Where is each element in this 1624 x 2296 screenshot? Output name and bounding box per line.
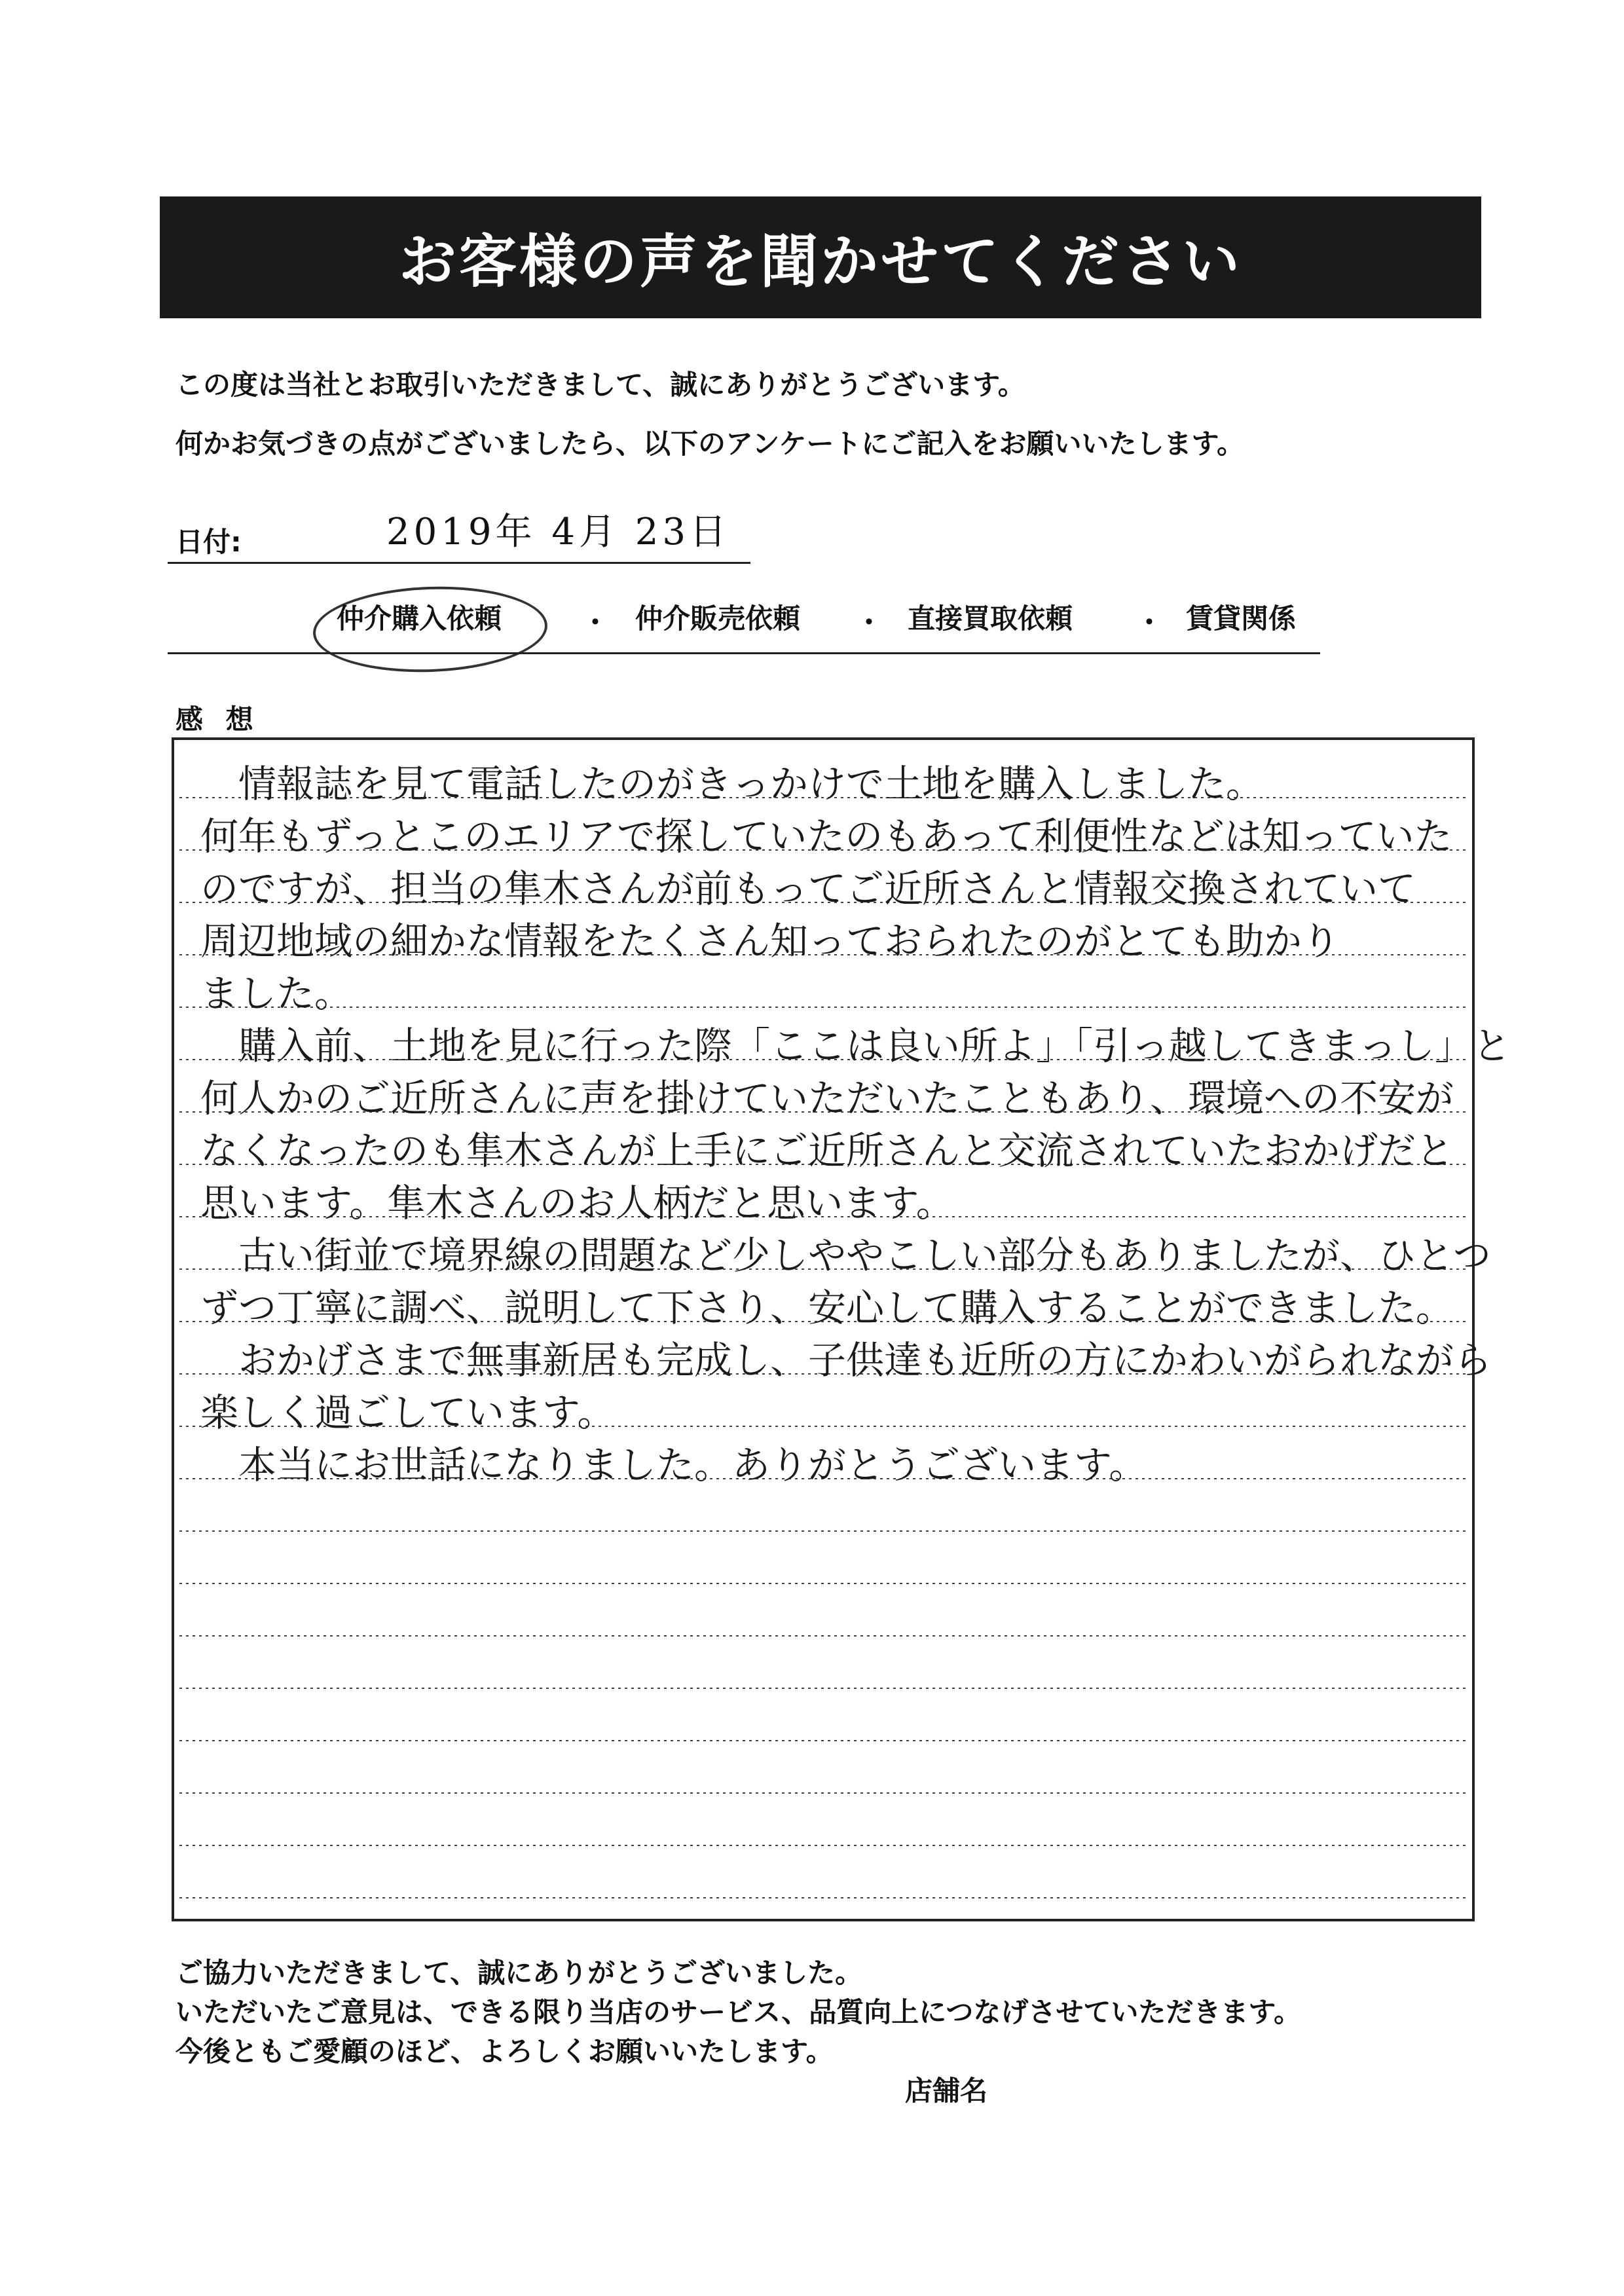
category-underline xyxy=(168,652,1320,654)
comment-line: のですが、担当の隼木さんが前もってご近所さんと情報交換されていて xyxy=(200,866,1416,911)
comment-line: おかげさまで無事新居も完成し、子供達も近所の方にかわいがられながら xyxy=(200,1338,1492,1382)
date-value: 2019年 4月 23日 xyxy=(386,511,731,553)
category-separator: ・ xyxy=(1135,606,1164,639)
category-brokerage-purchase[interactable]: 仲介購入依頼 xyxy=(337,602,502,635)
comment-line: ずつ丁寧に調べ、説明して下さり、安心して購入することができました。 xyxy=(200,1286,1454,1330)
comment-line: 周辺地域の細かな情報をたくさん知っておられたのがとても助かり xyxy=(200,919,1340,963)
date-underline xyxy=(168,562,750,564)
outro-line-3: 今後ともご愛顧のほど、よろしくお願いいたします。 xyxy=(175,2035,834,2067)
category-options xyxy=(168,589,1320,642)
comment-line: ました。 xyxy=(200,971,353,1016)
intro-line-1: この度は当社とお取引いただきまして、誠にありがとうございます。 xyxy=(175,369,1025,401)
date-label: 日付: xyxy=(175,526,242,558)
comment-line: 情報誌を見て電話したのがきっかけで土地を購入しました。 xyxy=(200,762,1264,806)
comment-line: 思います。隼木さんのお人柄だと思います。 xyxy=(200,1181,954,1225)
category-rental[interactable]: 賃貸関係 xyxy=(1186,602,1297,635)
page-title: お客様の声を聞かせてください xyxy=(160,196,1481,318)
comment-line: 古い街並で境界線の問題など少しややこしい部分もありましたが、ひとつ xyxy=(200,1233,1491,1278)
comment-line: 何年もずっとこのエリアで探していたのもあって利便性などは知っていた xyxy=(200,814,1452,859)
intro-line-2: 何かお気づきの点がございましたら、以下のアンケートにご記入をお願いいたします。 xyxy=(175,428,1245,460)
comment-line: 購入前、土地を見に行った際「ここは良い所よ」「引っ越してきまっし」と xyxy=(200,1024,1511,1068)
comment-line: 楽しく過ごしています。 xyxy=(200,1390,616,1435)
outro-line-2: いただいたご意見は、できる限り当店のサービス、品質向上につなげさせていただきます。 xyxy=(175,1996,1302,2028)
comment-line: なくなったのも隼木さんが上手にご近所さんと交流されていたおかげだと xyxy=(200,1128,1454,1173)
store-name-label: 店舗名 xyxy=(905,2075,988,2107)
comment-line: 本当にお世話になりました。ありがとうございます。 xyxy=(200,1443,1147,1487)
category-separator: ・ xyxy=(855,606,883,639)
category-brokerage-sale[interactable]: 仲介販売依頼 xyxy=(635,602,801,635)
comment-box[interactable] xyxy=(172,737,1511,1921)
outro-line-1: ご協力いただきまして、誠にありがとうございました。 xyxy=(175,1957,863,1989)
category-separator: ・ xyxy=(581,606,610,639)
comment-label: 感 想 xyxy=(175,703,260,735)
category-direct-purchase[interactable]: 直接買取依頼 xyxy=(908,602,1073,635)
comment-line: 何人かのご近所さんに声を掛けていただいたこともあり、環境への不安が xyxy=(200,1076,1454,1120)
